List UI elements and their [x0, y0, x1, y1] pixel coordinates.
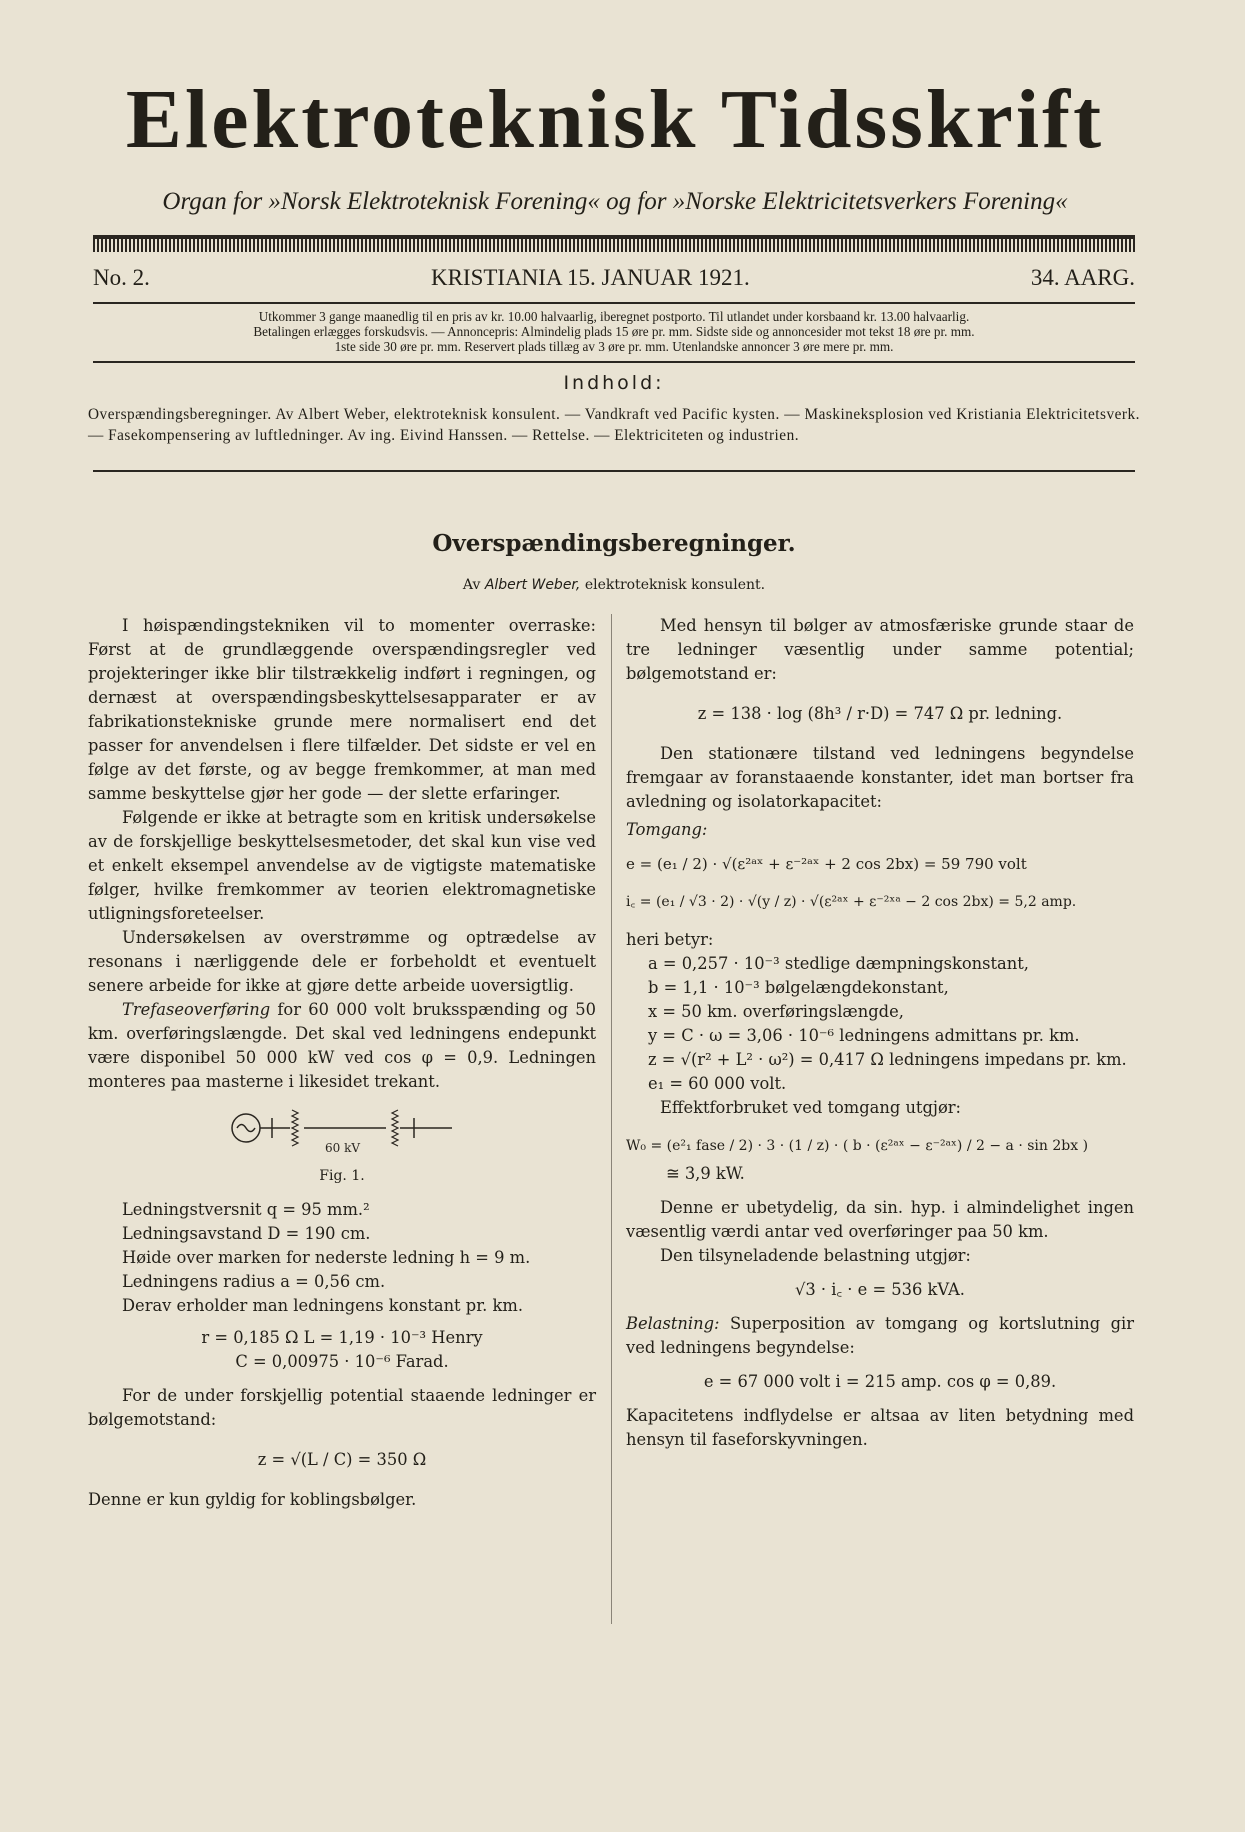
equation: C = 0,00975 · 10⁻⁶ Farad. [235, 1352, 449, 1371]
equation: e = 67 000 volt i = 215 amp. cos φ = 0,89. [703, 1372, 1057, 1391]
transformer-coil [392, 1110, 398, 1146]
definition-line: z = √(r² + L² · ω²) = 0,417 Ω ledningens impedans pr. km. [648, 1050, 1127, 1069]
paragraph: Den tilsyneladende belastning utgjør: [660, 1246, 971, 1265]
equation: ≅ 3,9 kW. [666, 1164, 745, 1183]
paragraph-text: Superposition av tomgang og kortslutning gir ved ledningens begyndelse: [626, 1314, 1134, 1357]
definition-line: e₁ = 60 000 volt. [648, 1074, 787, 1093]
equation: √3 · i꜀ · e = 536 kVA. [795, 1280, 965, 1299]
subscription-line: 1ste side 30 øre pr. mm. Reservert plads tillæg av 3 øre pr. mm. Utenlandske annoncer 3 øre mere pr. mm. [334, 339, 894, 354]
byline-prefix: Av [462, 577, 481, 593]
byline [90, 577, 1138, 593]
rule-contents-top [93, 361, 1135, 363]
tomgang-label: Tomgang: [626, 820, 708, 839]
rule-contents-bottom [93, 470, 1135, 472]
equation: i꜀ = (e₁ / √3 · 2) · √(y / z) · √(ε²ᵃˣ + ε⁻²ˣᵃ − 2 cos 2bx) = 5,2 amp. [626, 894, 1077, 910]
paragraph [88, 998, 596, 1094]
byline-author-title: elektroteknisk konsulent. [584, 577, 766, 593]
equation: e = (e₁ / 2) · √(ε²ᵃˣ + ε⁻²ᵃˣ + 2 cos 2bx) = 59 790 volt [626, 855, 1027, 873]
paragraph: Denne er kun gyldig for koblingsbølger. [88, 1490, 417, 1509]
section-title: Trefaseoverføring [122, 1000, 271, 1019]
equation: r = 0,185 Ω L = 1,19 · 10⁻³ Henry [201, 1328, 483, 1347]
paragraph: Følgende er ikke at betragte som en kritisk undersøkelse av de forskjellige beskyttelsesmetoder, det skal kun vise ved et enkelt eksempel anvendelse av de vigtigste matematiske følger, hvilke fremkommer av teorien elektromagnetiske utligningsforeteelser. [88, 808, 596, 923]
equation: W₀ = (e²₁ fase / 2) · 3 · (1 / z) · ( b · (ε²ᵃˣ − ε⁻²ᵃˣ) / 2 − a · sin 2bx ) [626, 1138, 1089, 1154]
issue-place-date: KRISTIANIA 15. JANUAR 1921. [430, 265, 750, 290]
definition-line: Høide over marken for nederste ledning h = 9 m. [122, 1248, 531, 1267]
article-title: Overspændingsberegninger. [432, 530, 796, 557]
paragraph: For de under forskjellig potential staaende ledninger er bølgemotstand: [88, 1386, 596, 1429]
subscription-line: Betalingen erlægges forskudsvis. — Annoncepris: Almindelig plads 15 øre pr. mm. Sidste side og annoncesider mot tekst 18 øre pr. mm. [253, 324, 975, 339]
paragraph: Kapacitetens indflydelse er altsaa av liten betydning med hensyn til faseforskyvningen. [626, 1406, 1134, 1449]
masthead-title: Elektroteknisk Tidsskrift [125, 73, 1105, 166]
subscription-info [90, 309, 1138, 354]
section-label [626, 818, 1134, 842]
circuit-figure [222, 1104, 462, 1160]
masthead-subtitle: Organ for »Norsk Elektroteknisk Forening« og for »Norske Elektricitetsverkers Forening« [162, 188, 1068, 215]
rule-top [93, 302, 1135, 304]
paragraph: Denne er ubetydelig, da sin. hyp. i almindelighet ingen væsentlig værdi antar ved overføringer paa 50 km. [626, 1198, 1134, 1241]
issue-volume: 34. AARG. [1030, 265, 1135, 290]
transformer-coil [292, 1110, 298, 1146]
line-definitions [88, 1198, 596, 1318]
definition-line: y = C · ω = 3,06 · 10⁻⁶ ledningens admittans pr. km. [648, 1026, 1080, 1045]
subscription-line: Utkommer 3 gange maanedlig til en pris av kr. 10.00 halvaarlig, iberegnet postporto. Til utlandet under korsbaand kr. 13.00 halvaarlig. [258, 309, 970, 324]
paragraph: heri betyr: [626, 930, 714, 949]
contents-text: Overspændingsberegninger. Av Albert Weber, elektroteknisk konsulent. — Vandkraft ved Pacific kysten. — Maskineksplosion ved Kristiania Elektricitetsverk. — Fasekompensering av luftledninger. Av ing. Eivind Hanssen. — Rettelse. — Elektriciteten og industrien. [88, 406, 1140, 444]
equation: z = √(L / C) = 350 Ω [257, 1450, 427, 1469]
paragraph: Undersøkelsen av overstrømme og optrædelse av resonans i nærliggende dele er forbeholdt et eventuelt senere arbeide for ikke at gjøre dette arbeide uoversigtlig. [88, 928, 596, 995]
paragraph: Den stationære tilstand ved ledningens begyndelse fremgaar av foranstaaende konstanter, idet man bortser fra avledning og isolatorkapacitet: [626, 744, 1134, 811]
definition-line: Ledningstversnit q = 95 mm.² [122, 1200, 370, 1219]
paragraph [626, 1312, 1134, 1360]
ornamental-rule [93, 235, 1135, 252]
figure-caption: Fig. 1. [319, 1168, 365, 1184]
issue-number: No. 2. [93, 265, 150, 290]
equation: z = 138 · log (8h³ / r·D) = 747 Ω pr. ledning. [697, 704, 1063, 723]
belastning-label: Belastning: [626, 1314, 720, 1333]
paragraph: Effektforbruket ved tomgang utgjør: [660, 1098, 962, 1117]
definition-line: a = 0,257 · 10⁻³ stedlige dæmpningskonstant, [648, 954, 1029, 973]
left-column [88, 614, 596, 1512]
definition-line: Ledningsavstand D = 190 cm. [122, 1224, 371, 1243]
column-divider [611, 614, 612, 1624]
definition-line: b = 1,1 · 10⁻³ bølgelængdekonstant, [648, 978, 949, 997]
generator-wave [237, 1125, 255, 1132]
paragraph-text: for 60 000 volt bruksspænding og 50 km. overføringslængde. Det skal ved ledningens endepunkt være disponibel 50 000 kW ved cos φ = 0,9. Ledningen monteres paa masterne i likesidet trekant. [88, 1000, 596, 1091]
contents-heading: Indhold: [563, 372, 665, 394]
paragraph: Derav erholder man ledningens konstant pr. km. [122, 1296, 524, 1315]
right-column [626, 614, 1134, 1452]
byline-author: Albert Weber, [484, 577, 581, 593]
issue-line [93, 265, 1135, 291]
definition-line: Ledningens radius a = 0,56 cm. [122, 1272, 386, 1291]
figure-voltage-label: 60 kV [325, 1141, 361, 1155]
definition-line: x = 50 km. overføringslængde, [648, 1002, 904, 1021]
paragraph: I høispændingstekniken vil to momenter overraske: Først at de grundlæggende overspændingsregler ved projekteringer ikke blir tilstrækkelig indført i regningen, og dernæst at overspændingsbeskyttelsesapparater er av fabrikationstekniske grunde mere normalisert end det passer for anvendelsen i flere tilfælder. Det sidste er vel en følge av det første, og av begge fremkommer, at man med samme beskyttelse gjør her gode — der slette erfaringer. [88, 616, 596, 803]
variable-definitions [626, 952, 1134, 1096]
paragraph: Med hensyn til bølger av atmosfæriske grunde staar de tre ledninger væsentlig under samme potential; bølgemotstand er: [626, 616, 1134, 683]
